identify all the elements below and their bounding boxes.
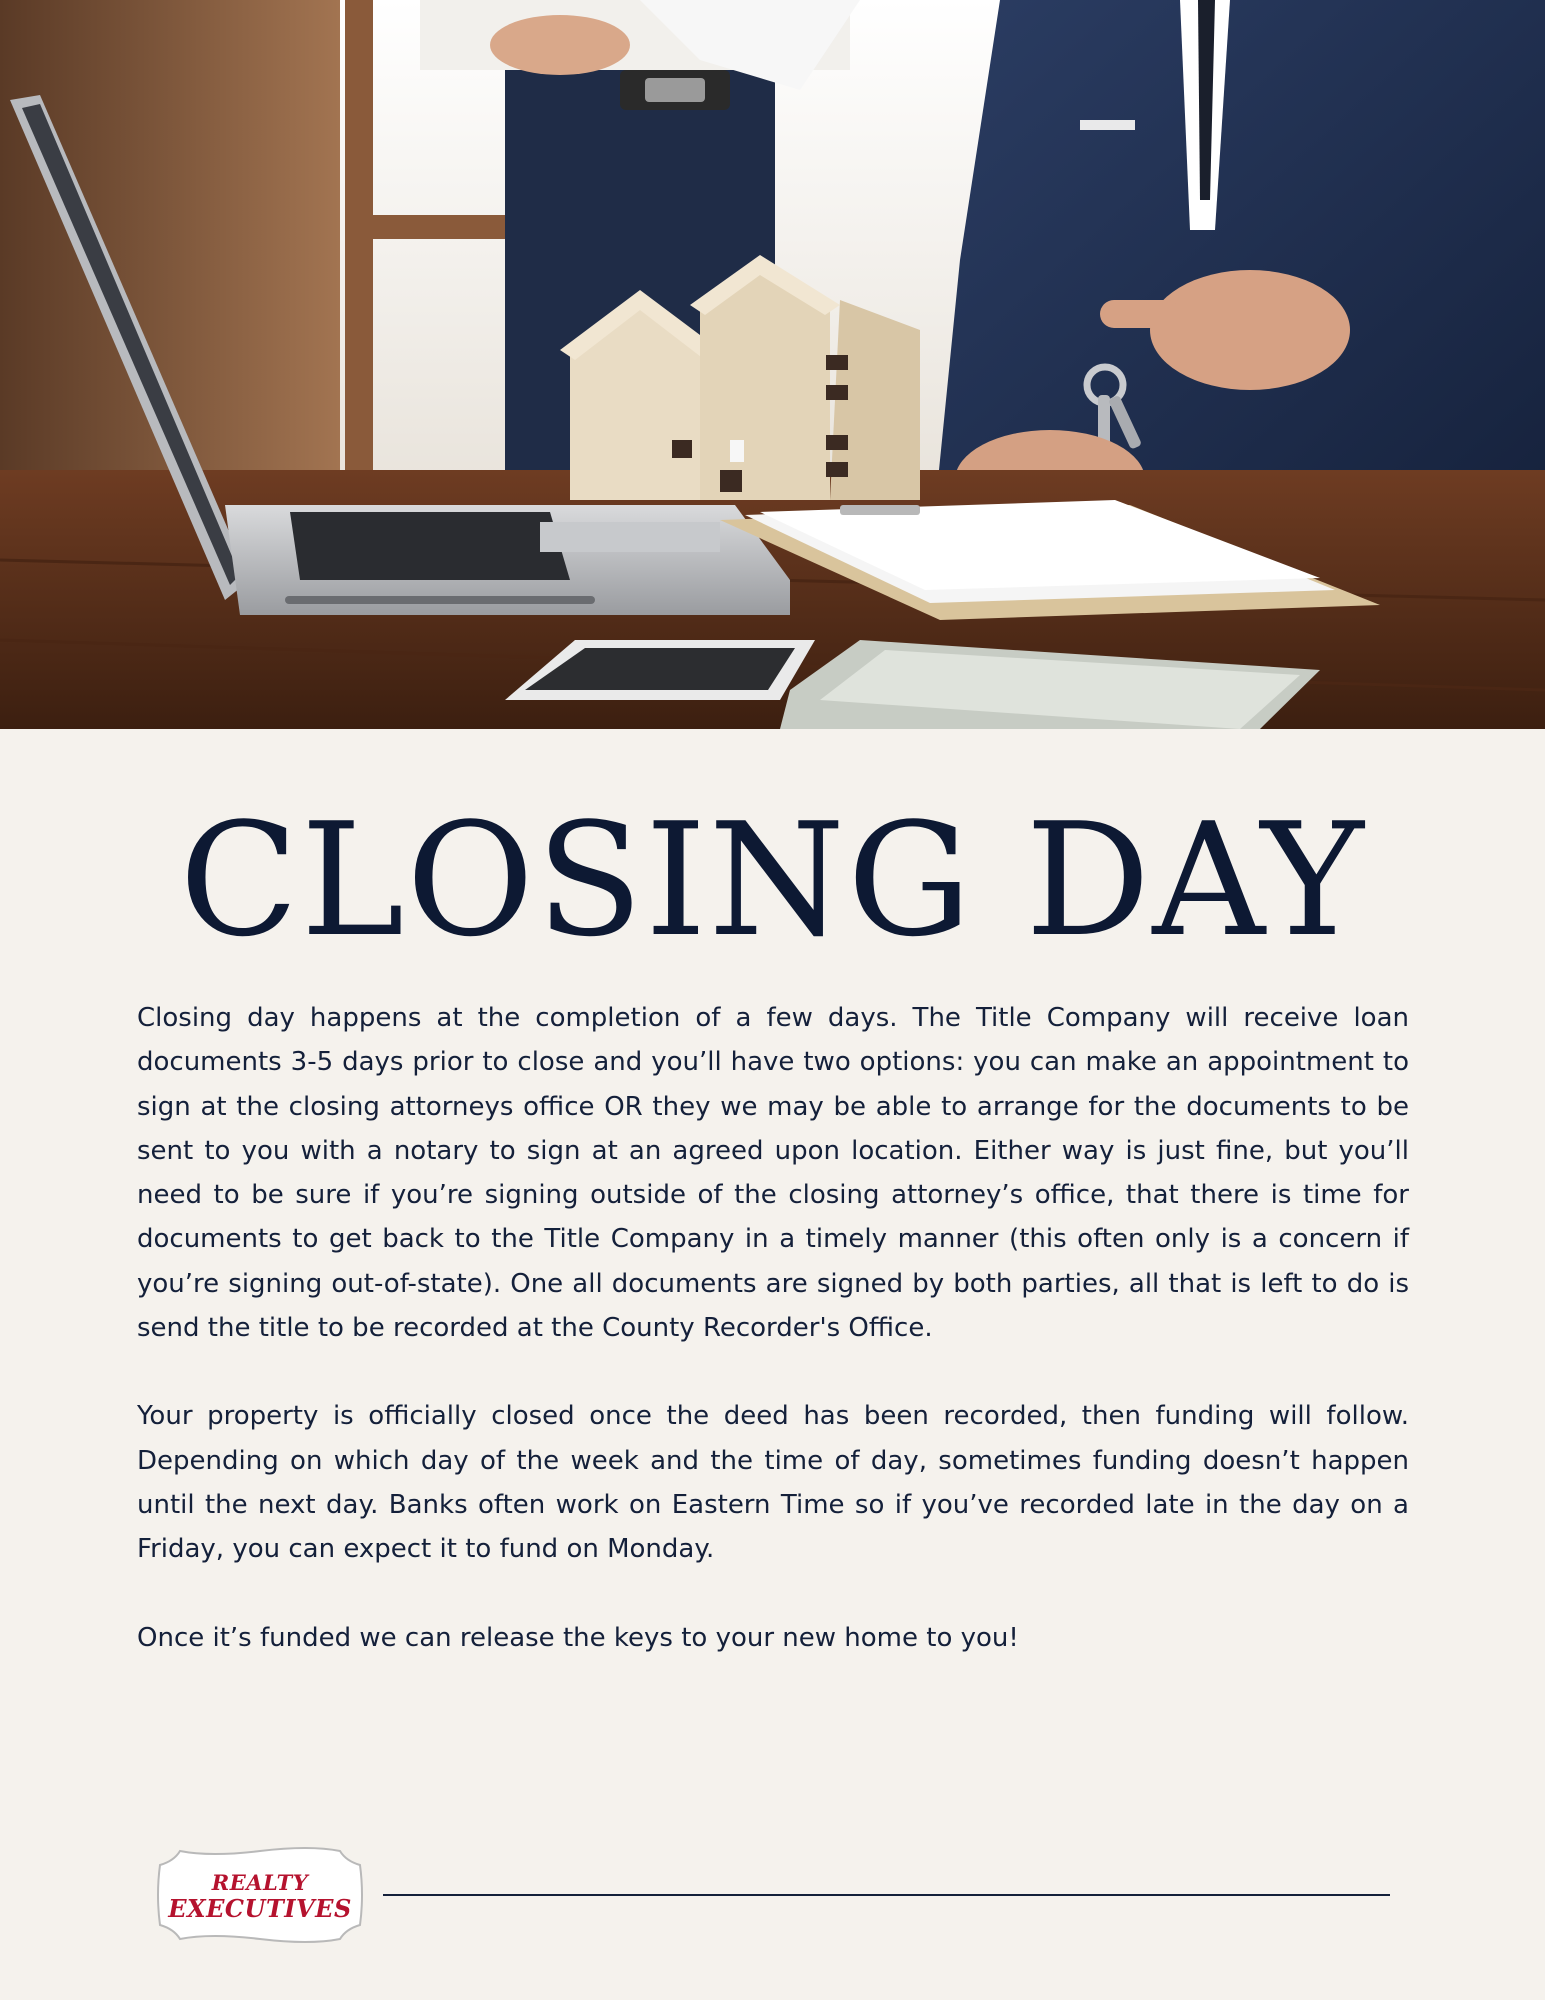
page-title: CLOSING DAY bbox=[179, 789, 1366, 971]
hero-photo bbox=[0, 0, 1545, 729]
realty-executives-logo bbox=[150, 1843, 370, 1947]
body-text bbox=[137, 996, 1409, 1704]
logo-text-realty: REALTY bbox=[211, 1870, 309, 1895]
signature-line bbox=[383, 1894, 1390, 1896]
paragraph-funding: Your property is officially closed once the deed has been recorded, then funding will follow. Depending on which day of the week and the time of day, sometimes funding doesn’t happen until the next day. Banks often work on Eastern Time so if you’ve recorded late in the day on a Friday, you can expect it to fund on Monday. bbox=[137, 1401, 1409, 1565]
hero-illustration bbox=[0, 0, 1545, 729]
logo-text-executives: EXECUTIVES bbox=[168, 1894, 352, 1923]
paragraph-closing-process: Closing day happens at the completion of a few days. The Title Company will receive loan documents 3-5 days prior to close and you’ll have two options: you can make an appointment to sign at the closing attorneys office OR they we may be able to arrange for the documents to be sent to you with a notary to sign at an agreed upon location. Either way is just fine, but you’ll need to be sure if you’re signing outside of the closing attorney’s office, that there is time for documents to get back to the Title Company in a timely manner (this often only is a concern if you’re signing out-of-state). One all documents are signed by both parties, all that is left to do is send the title to be recorded at the County Recorder's Office. bbox=[137, 1003, 1409, 1344]
paragraph-keys: Once it’s funded we can release the keys to your new home to you! bbox=[137, 1622, 1019, 1653]
